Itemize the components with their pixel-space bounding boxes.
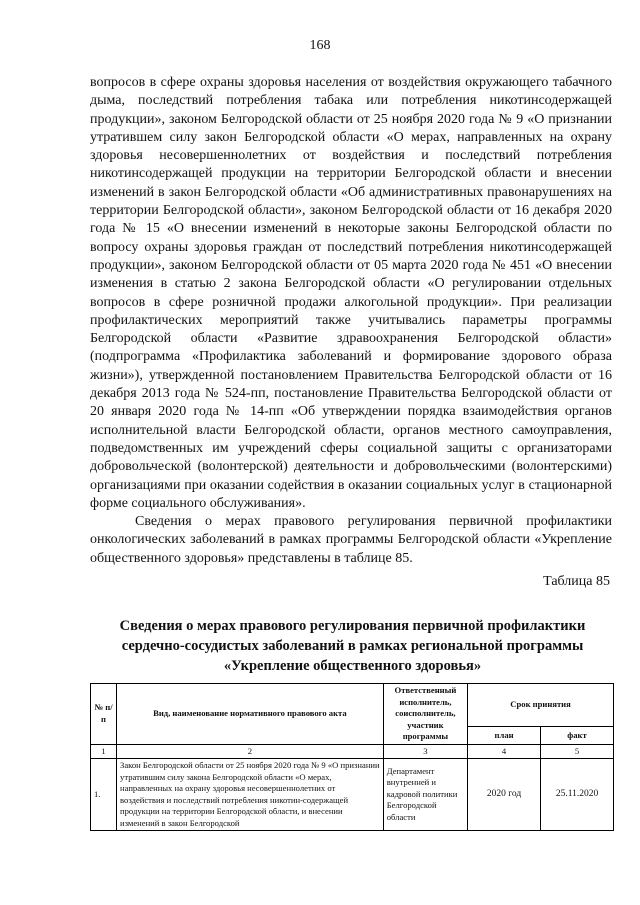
row-executor: Департамент внутренней и кадровой политики Белгородской области <box>383 759 467 831</box>
row-name: Закон Белгородской области от 25 ноября 2020 года № 9 «О признании утратившим силу закона Белгородской области «О мерах, направленных на охрану здоровья несовершеннолетних от воздействия и последствий потребления никотин-содержащей продукции на территории Белгородской области, и внесении изменений в закон Белгородской <box>117 759 384 831</box>
row-fact: 25.11.2020 <box>541 759 614 831</box>
column-index: 4 <box>468 744 541 759</box>
column-index: 2 <box>117 744 384 759</box>
table-title: Сведения о мерах правового регулирования первичной профилактики сердечно-сосудистых заболеваний в рамках региональной программы «Укрепление общественного здоровья» <box>119 618 586 674</box>
page-number: 168 <box>309 38 331 53</box>
table-row <box>91 759 614 831</box>
row-num: 1. <box>91 759 117 831</box>
paragraph-1: вопросов в сфере охраны здоровья населения от воздействия окружающего табачного дыма, последствий потребления табака или потребления никотинсодержащей продукции», законом Белгородской области от 25 ноября 2020 года № 9 «О признании утратившем силу закон Белгородской области «О мерах, направленных на охрану здоровья несовершеннолетних от воздействия и последствий потребления никотинсодержащей продукции на территории Белгородской области и внесении изменений в закон Белгородской области «Об административных правонарушениях на территории Белгородской области», законом Белгородской области от 16 декабря 2020 года № 15 «О внесении изменений в некоторые законы Белгородской области по вопросу охраны здоровья граждан от последствий потребления никотинсодержащей продукции», законом Белгородской области от 05 марта 2020 года № 451 «О внесении изменения в статью 2 закона Белгородской области «О регулировании отдельных вопросов в сфере розничной продажи алкогольной продукции». При реализации профилактических мероприятий также учитывались параметры программы Белгородской области «Развитие здравоохранения Белгородской области» (подпрограмма «Профилактика заболеваний и формирование здорового образа жизни»), утвержденной постановлением Правительства Белгородской области от 16 декабря 2013 года № 524-пп, постановление Правительства Белгородской области от 20 января 2020 года № 14-пп «Об утверждении порядка взаимодействия органов исполнительной власти Белгородской области, органов местного самоуправления, подведомственных им учреждений сферы социальной защиты с организаторами добровольческой (волонтерской) деятельности и добровольческими (волонтерскими) организациями при оказании содействия в оказании социальных услуг в стационарной форме социального обслуживания». <box>90 75 612 511</box>
column-index-row <box>91 744 614 759</box>
header-fact: факт <box>541 727 614 745</box>
column-index: 5 <box>541 744 614 759</box>
row-plan: 2020 год <box>468 759 541 831</box>
paragraph-2: Сведения о мерах правового регулирования первичной профилактики онкологических заболеваний в рамках программы Белгородской области «Укрепление общественного здоровья» представлены в таблице 85. <box>90 514 612 566</box>
header-num: № п/п <box>91 684 117 745</box>
column-index: 1 <box>91 744 117 759</box>
header-term: Срок принятия <box>468 684 614 727</box>
table-header-row <box>91 684 614 727</box>
header-name: Вид, наименование нормативного правового акта <box>117 684 384 745</box>
column-index: 3 <box>383 744 467 759</box>
table-caption: Таблица 85 <box>543 574 610 589</box>
header-plan: план <box>468 727 541 745</box>
body-text <box>90 74 612 568</box>
header-executor: Ответственный исполнитель, соисполнитель, участник программы <box>383 684 467 745</box>
measures-table <box>90 683 614 831</box>
